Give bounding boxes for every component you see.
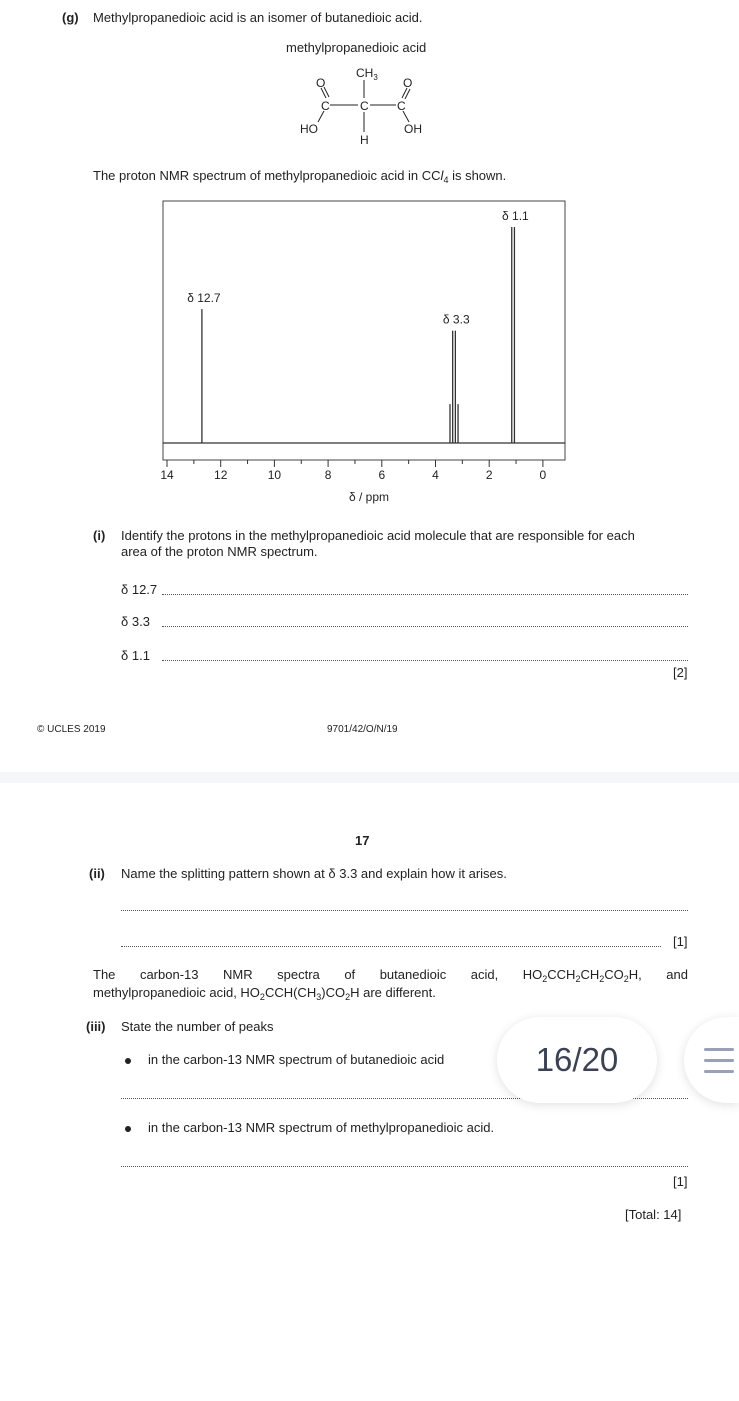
bullet-icon	[125, 1058, 131, 1064]
atom-oh: OH	[404, 122, 422, 136]
answer-line-1-1[interactable]	[162, 660, 688, 661]
part-i-label: (i)	[93, 528, 106, 543]
atom-o-left: O	[316, 76, 326, 90]
answer-line-12-7[interactable]	[162, 594, 688, 595]
x-tick-label: 12	[214, 468, 228, 482]
question-text: Methylpropanedioic acid is an isomer of butanedioic acid.	[93, 10, 423, 25]
atom-h: H	[360, 133, 369, 147]
plot-frame	[163, 201, 565, 460]
footer-copyright: © UCLES 2019	[37, 724, 106, 735]
answer-label-12-7: δ 12.7	[121, 582, 158, 597]
x-axis-label: δ / ppm	[348, 490, 390, 504]
marks-part-ii: [1]	[673, 934, 688, 949]
atom-ho: HO	[300, 122, 318, 136]
x-tick-label: 6	[378, 468, 386, 482]
part-iii-label: (iii)	[86, 1019, 106, 1034]
atom-c-left: C	[321, 99, 330, 113]
atom-ch3: $CH_3$	[356, 66, 378, 82]
page-number: 17	[355, 833, 370, 848]
marks-part-iii: [1]	[673, 1174, 688, 1189]
footer-code: 9701/42/O/N/19	[327, 724, 398, 735]
atom-o-right: O	[403, 76, 413, 90]
question-label: (g)	[62, 10, 79, 25]
part-ii-text: Name the splitting pattern shown at δ 3.3 and explain how it arises.	[121, 866, 507, 881]
x-tick-label: 0	[539, 468, 547, 482]
paragraph-line1: The carbon-13 NMR spectra of butanedioic acid, $HO_2CCH_2CH_2CO_2H$, and	[93, 967, 688, 984]
total-marks: [Total: 14]	[625, 1207, 682, 1222]
answer-line-3-3[interactable]	[162, 626, 688, 627]
x-tick-label: 10	[267, 468, 282, 482]
part-i-text-line1: Identify the protons in the methylpropanedioic acid molecule that are responsible for each	[121, 528, 635, 543]
molecule-structure	[290, 58, 440, 150]
part-iii-text: State the number of peaks	[121, 1019, 274, 1034]
peak-label: δ 3.3	[442, 312, 470, 327]
part-i-text-line2: area of the proton NMR spectrum.	[121, 544, 318, 559]
paragraph-line2: methylpropanedioic acid, $HO_2CCH(CH_3)CO_2H$ are different.	[93, 985, 436, 1002]
atom-c-center: C	[360, 99, 369, 113]
bullet-2-text: in the carbon-13 NMR spectrum of methylpropanedioic acid.	[148, 1120, 495, 1135]
answer-line-iii-2[interactable]	[121, 1166, 688, 1167]
x-tick-label: 4	[432, 468, 439, 482]
nmr-spectrum-chart	[150, 195, 580, 515]
page-indicator[interactable]: 16/20	[497, 1017, 657, 1103]
answer-label-1-1: δ 1.1	[121, 648, 150, 663]
peak-label: δ 1.1	[502, 209, 529, 223]
atom-c-right: C	[397, 99, 406, 113]
spectrum-intro: The proton NMR spectrum of methylpropanedioic acid in CCl$_4$ is shown.	[93, 168, 507, 185]
menu-button[interactable]	[684, 1017, 739, 1103]
peak-label: δ 12.7	[187, 291, 221, 306]
bullet-1-text: in the carbon-13 NMR spectrum of butanedioic acid	[148, 1052, 445, 1067]
answer-label-3-3: δ 3.3	[121, 614, 150, 629]
x-tick-label: 14	[160, 468, 174, 482]
x-tick-label: 8	[324, 468, 332, 482]
x-tick-label: 2	[485, 468, 493, 482]
structure-title: methylpropanedioic acid	[286, 40, 427, 55]
part-ii-label: (ii)	[89, 866, 105, 881]
answer-line-ii-2[interactable]	[121, 946, 661, 947]
marks-part-i: [2]	[673, 665, 688, 680]
page-separator	[0, 772, 739, 783]
answer-line-ii-1[interactable]	[121, 910, 688, 911]
bullet-icon	[125, 1126, 131, 1132]
